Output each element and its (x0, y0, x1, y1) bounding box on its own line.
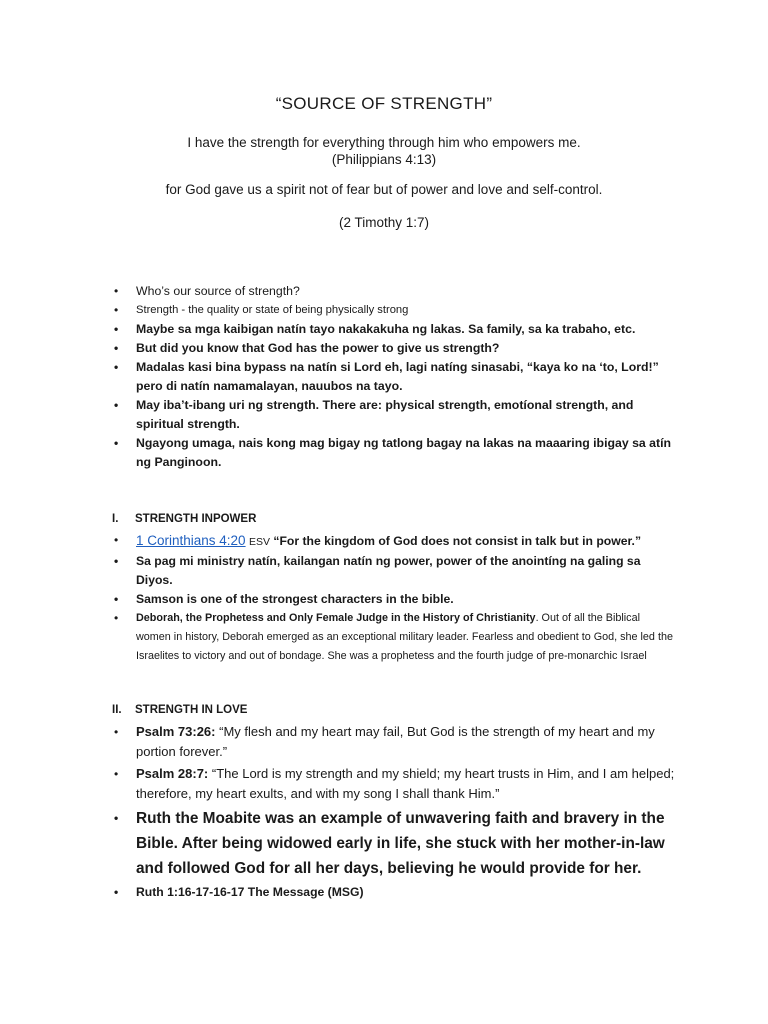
list-item: • Samson is one of the strongest characters in the bible. (0, 590, 676, 609)
list-item: • May iba’t-ibang uri ng strength. There are: physical strength, emotíonal strength, and spiritual strength. (114, 398, 634, 431)
bullet-icon: • (114, 398, 119, 412)
list-item: • Sa pag mi ministry natín, kailangan natín ng power, power of the anointíng na galing sa Diyos. (114, 554, 641, 587)
bullet-icon: • (114, 303, 119, 317)
section-title: STRENGTH INPOWER (135, 513, 257, 525)
list-item: • Who’s our source of strength? (0, 282, 676, 301)
corinthians-link[interactable]: 1 Corinthians 4:20 (136, 533, 246, 548)
list-item: • Ruth the Moabite was an example of unwavering faith and bravery in the Bible. After being widowed early in life, she stuck with her mother-in-law and followed God for all her days, believing he would provide for her. (0, 806, 676, 881)
philippians-text: I have the strength for everything through him who empowers me. (187, 135, 581, 150)
list-item: • Madalas kasi bina bypass na natín si Lord eh, lagi natíng sinasabi, “kaya ko na ‘to, Lord!” pero di natín namamalayan, nauubos na tayo. (114, 360, 659, 393)
bible-version: ESV (248, 536, 270, 548)
list-item: • Ngayong umaga, nais kong mag bigay ng tatlong bagay na lakas na maaaring ibigay sa atín ng Panginoon. (114, 436, 672, 469)
section-title: STRENGTH IN LOVE (135, 704, 248, 716)
bullet-icon: • (114, 322, 119, 336)
bullet-icon: • (114, 360, 119, 374)
philippians-verse (0, 134, 768, 168)
bullet-icon: • (114, 885, 119, 899)
bullet-icon: • (114, 811, 119, 825)
section-number: I. (112, 513, 119, 525)
section-heading-strength-in-love (112, 704, 247, 716)
timothy-reference: (2 Timothy 1:7) (338, 215, 430, 230)
list-item: • Maybe sa mga kaibigan natín tayo nakakakuha ng lakas. Sa family, sa ka trabaho, etc. (0, 320, 676, 339)
list-item: • Strength - the quality or state of being physically strong (0, 301, 676, 320)
bullet-icon: • (114, 436, 119, 450)
bullet-icon: • (114, 725, 119, 739)
timothy-text: for God gave us a spirit not of fear but of power and love and self-control. (165, 182, 603, 197)
list-item (0, 531, 676, 552)
bullet-icon: • (114, 341, 119, 355)
bullet-icon: • (114, 592, 119, 606)
bullet-icon: • (114, 284, 119, 298)
document-title: “SOURCE OF STRENGTH” (275, 94, 493, 113)
corinthians-quote: “For the kingdom of God does not consist in talk but in power.” (273, 534, 642, 548)
section2-bullet-list (0, 722, 676, 902)
section1-bullet-list (0, 531, 676, 666)
list-item: • But did you know that God has the power to give us strength? (0, 339, 676, 358)
bullet-icon: • (114, 767, 119, 781)
bullet-icon: • (114, 533, 119, 547)
list-item: • Psalm 28:7: “The Lord is my strength and my shield; my heart trusts in Him, and I am helped; therefore, my heart exults, and with my song I shall thank Him.” (114, 766, 675, 801)
bullet-icon: • (114, 554, 119, 568)
philippians-reference: (Philippians 4:13) (331, 152, 437, 167)
bullet-icon: • (114, 611, 119, 625)
section-number: II. (112, 704, 122, 716)
intro-bullet-list (0, 282, 676, 472)
list-item: • Psalm 73:26: “My flesh and my heart may fail, But God is the strength of my heart and my portion forever.” (114, 724, 655, 759)
section-heading-strength-inpower (112, 513, 256, 525)
list-item: • Ruth 1:16-17-16-17 The Message (MSG) (0, 883, 676, 902)
list-item: • Deborah, the Prophetess and Only Female Judge in the History of Christianity. Out of all the Biblical women in history, Deborah emerged as an exceptional military leader. Fearless and obedient to God, she led the Israelites to victory and out of bondage. She was a prophetess and the fourth judge of pre-monarchic Israel (114, 611, 673, 662)
